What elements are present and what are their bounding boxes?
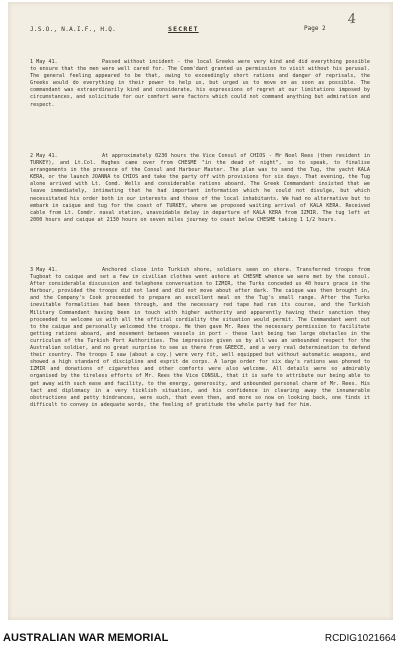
entry-date: 2 May 41.: [30, 153, 58, 159]
archive-name: AUSTRALIAN WAR MEMORIAL: [3, 632, 169, 644]
entry-date: 1 May 41.: [30, 59, 58, 65]
archive-footer: [0, 624, 401, 654]
diary-entry: [30, 153, 374, 224]
security-classification: SECRET: [168, 25, 199, 33]
document-header-unit: J.S.O., N.A.I.F., H.Q.: [30, 26, 117, 33]
handwritten-folio-number: 4: [346, 11, 358, 28]
diary-entry: [30, 59, 374, 109]
entry-text: Anchored close into Turkish shore, soldiers seen on shore. Transferred troops from Tugboat to caique and set a few in civilian clothes went ashore at CHESME whence we were met by the consul. After considerable discussion and telephone conversation to IZMIR, the Turks conceded us 40 hours grace in the Harbour, provided the troops did not land and did not move about after dark. The caique was then brought in, and the Company's Cook proceeded to prepare an excellent meal on the Tug's small range. After the Turks inevitable formalities had been through, and the necessary red tape had run its course, and the Turkish Military Commandant having been in touch with higher authority and apparently having their sanction they proceeded to welcome us with all the official cordiality the situation would permit. The Commandant went out to the caique and personally welcomed the troops. He then gave Mr. Rees the necessary permission to facilitate getting rations aboard, and movement between vessels in port - these last being two large obstacles in the curriculum of the Turkish Port Authorities. The impression given us by all was an unbounded respect for the Australian soldier, and no great surprise to see us there from GREECE, and a very real determination to defend their country. The troops I saw (about a coy.) were very fit, well equipped but without automatic weapons, and showed a high standard of discipline and esprit de corps. A large order for six day's rations was phoned to IZMIR and donations of cigarettes and other comforts were also welcome. All details were so admirably organised by the tireless efforts of Mr. Rees the Vice CONSUL, that it is safe to attribute our being able to get away with such ease and facility, to the energy, generosity, and unbounded personal charm of Mr. Rees. His tact and diplomacy in a very ticklish situation, and his confidence in clearing away the innumerable obstructions and petty hindrances, were such, that even then, and more so now on looking back, one finds it difficult to convey in adequate words, the feeling of gratitude the whole party had for him.: [30, 267, 374, 408]
archive-reference-id: RCDIG1021664: [324, 633, 396, 644]
document-page: [8, 2, 393, 620]
page-number: Page 2: [304, 25, 326, 32]
entry-date: 3 May 41.: [30, 267, 58, 273]
entry-text: Passed without incident - the local Greeks were very kind and did everything possible to ensure that the men were well cared for. The Comm'dant granted us permission to visit without his perusal. The general feeling appeared to be that, owing to exceedingly short rations and danger of reprisals, the Greeks would do everything in their power to help us, but urged us to move on as soon as possible. The commandant was extraordinarily kind and considerate, his expressions of regret at our limitations imposed by circumstances, and solicitude for our comfort were factors which could not command anything but admiration and respect.: [30, 59, 374, 108]
diary-entry: [30, 267, 374, 409]
entry-text: At approximately 0230 hours the Vice Consul of CHIOS - Mr Noel Rees (then resident in TURKEY), and Lt.Col. Hughes came over from CHESME "in the dead of night", so to speak, to finalise arrangements in the presence of the Consul and Harbour Master. The plan was to send the Tug, the yacht KALA KERA, or the launch JOANNA to CHIOS and take the party off with provisions for six days. That evening, the Tug alone arrived with Lt. Comd. Wells and considerable rations aboard. The Greek Commandant insisted that we leave immediately, intimating that he had important information which he could not divulge, but which necessitated his order both in our interests and those of the local inhabitants. We had no alternative but to embark in caique and tug for the coast of TURKEY, where we proposed waiting arrival of KALA KERA. Received cable from Lt. Comdr. naval station, unavoidable delay in departure of KALA KERA from IZMIR. The tug left at 2000 hours and caique at 2130 hours on seven miles journey to coast below CHESME taking 1 1/2 hours.: [30, 153, 374, 223]
